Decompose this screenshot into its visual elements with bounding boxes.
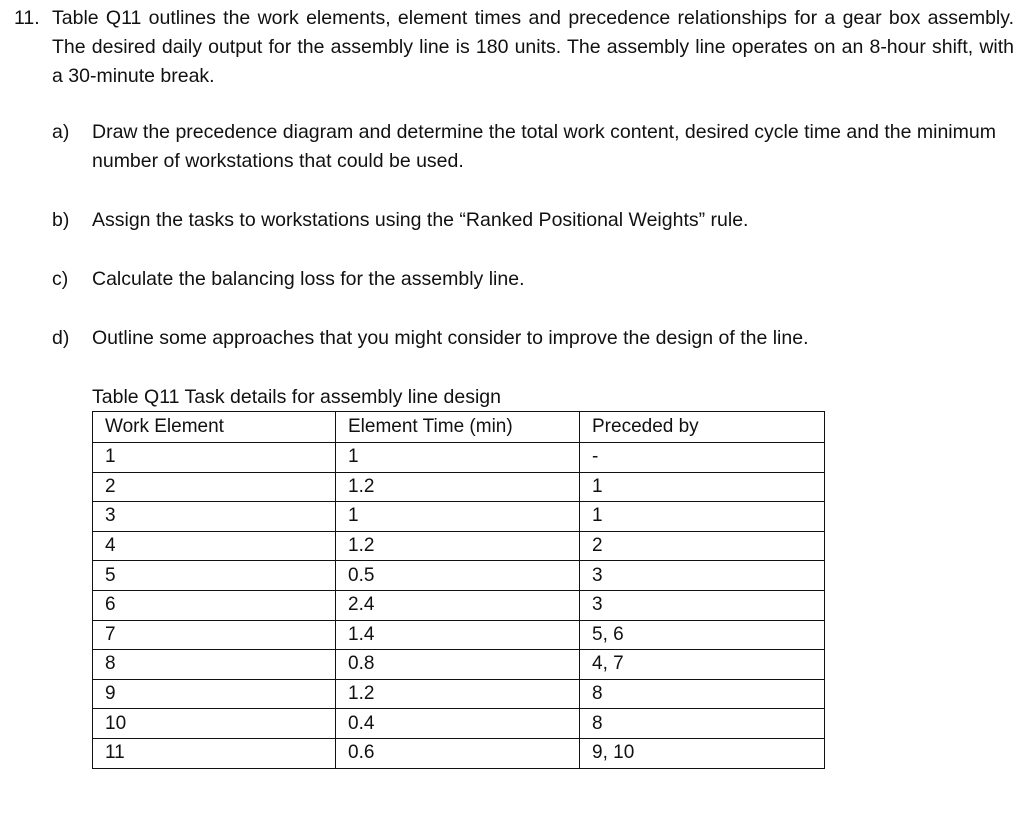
part-d: [52, 324, 1012, 353]
table-header-row: [93, 412, 825, 443]
part-label: d): [52, 327, 70, 349]
cell-work-element: 2: [93, 472, 336, 502]
header-preceded-by: Preceded by: [580, 412, 825, 443]
part-text: Outline some approaches that you might consider to improve the design of the line.: [92, 327, 809, 349]
cell-work-element: 5: [93, 561, 336, 591]
cell-element-time: 0.4: [336, 709, 580, 739]
table-row: [93, 502, 825, 532]
cell-work-element: 7: [93, 620, 336, 650]
cell-element-time: 0.8: [336, 650, 580, 680]
question-number: 11.: [14, 7, 40, 29]
cell-element-time: 1: [336, 443, 580, 473]
part-text: Assign the tasks to workstations using the “Ranked Positional Weights” rule.: [92, 209, 749, 231]
table-row: [93, 679, 825, 709]
cell-preceded-by: 3: [580, 590, 825, 620]
table-row: [93, 709, 825, 739]
cell-element-time: 2.4: [336, 590, 580, 620]
cell-preceded-by: 1: [580, 472, 825, 502]
cell-work-element: 8: [93, 650, 336, 680]
table-row: [93, 472, 825, 502]
cell-preceded-by: -: [580, 443, 825, 473]
cell-element-time: 1.2: [336, 531, 580, 561]
table-row: [93, 738, 825, 768]
cell-preceded-by: 2: [580, 531, 825, 561]
header-work-element: Work Element: [93, 412, 336, 443]
task-details-table: [92, 411, 825, 769]
cell-preceded-by: 8: [580, 679, 825, 709]
cell-preceded-by: 3: [580, 561, 825, 591]
cell-element-time: 1.2: [336, 472, 580, 502]
cell-element-time: 0.5: [336, 561, 580, 591]
part-a: [52, 118, 1012, 176]
part-c: [52, 265, 1012, 294]
cell-preceded-by: 1: [580, 502, 825, 532]
cell-preceded-by: 5, 6: [580, 620, 825, 650]
cell-work-element: 1: [93, 443, 336, 473]
cell-work-element: 11: [93, 738, 336, 768]
cell-element-time: 1: [336, 502, 580, 532]
part-b: [52, 206, 1012, 235]
table-row: [93, 590, 825, 620]
cell-work-element: 6: [93, 590, 336, 620]
cell-element-time: 0.6: [336, 738, 580, 768]
cell-element-time: 1.4: [336, 620, 580, 650]
table-caption: Table Q11 Task details for assembly line design: [92, 386, 501, 408]
header-element-time: Element Time (min): [336, 412, 580, 443]
part-text: Draw the precedence diagram and determine the total work content, desired cycle time and the minimum number of workstations that could be used.: [92, 121, 996, 172]
table-row: [93, 531, 825, 561]
cell-work-element: 10: [93, 709, 336, 739]
part-label: b): [52, 209, 70, 231]
cell-preceded-by: 4, 7: [580, 650, 825, 680]
part-label: c): [52, 268, 69, 290]
cell-work-element: 4: [93, 531, 336, 561]
cell-preceded-by: 9, 10: [580, 738, 825, 768]
part-text: Calculate the balancing loss for the assembly line.: [92, 268, 525, 290]
cell-work-element: 3: [93, 502, 336, 532]
table-row: [93, 443, 825, 473]
cell-preceded-by: 8: [580, 709, 825, 739]
part-label: a): [52, 121, 70, 143]
table-row: [93, 650, 825, 680]
table-row: [93, 561, 825, 591]
question-text: Table Q11 outlines the work elements, element times and precedence relationships for a gear box assembly. The desired daily output for the assembly line is 180 units. The assembly line operates on an 8-hour shift, with a 30-minute break.: [52, 7, 1014, 87]
cell-work-element: 9: [93, 679, 336, 709]
cell-element-time: 1.2: [336, 679, 580, 709]
table-row: [93, 620, 825, 650]
question-11: [14, 4, 1014, 91]
